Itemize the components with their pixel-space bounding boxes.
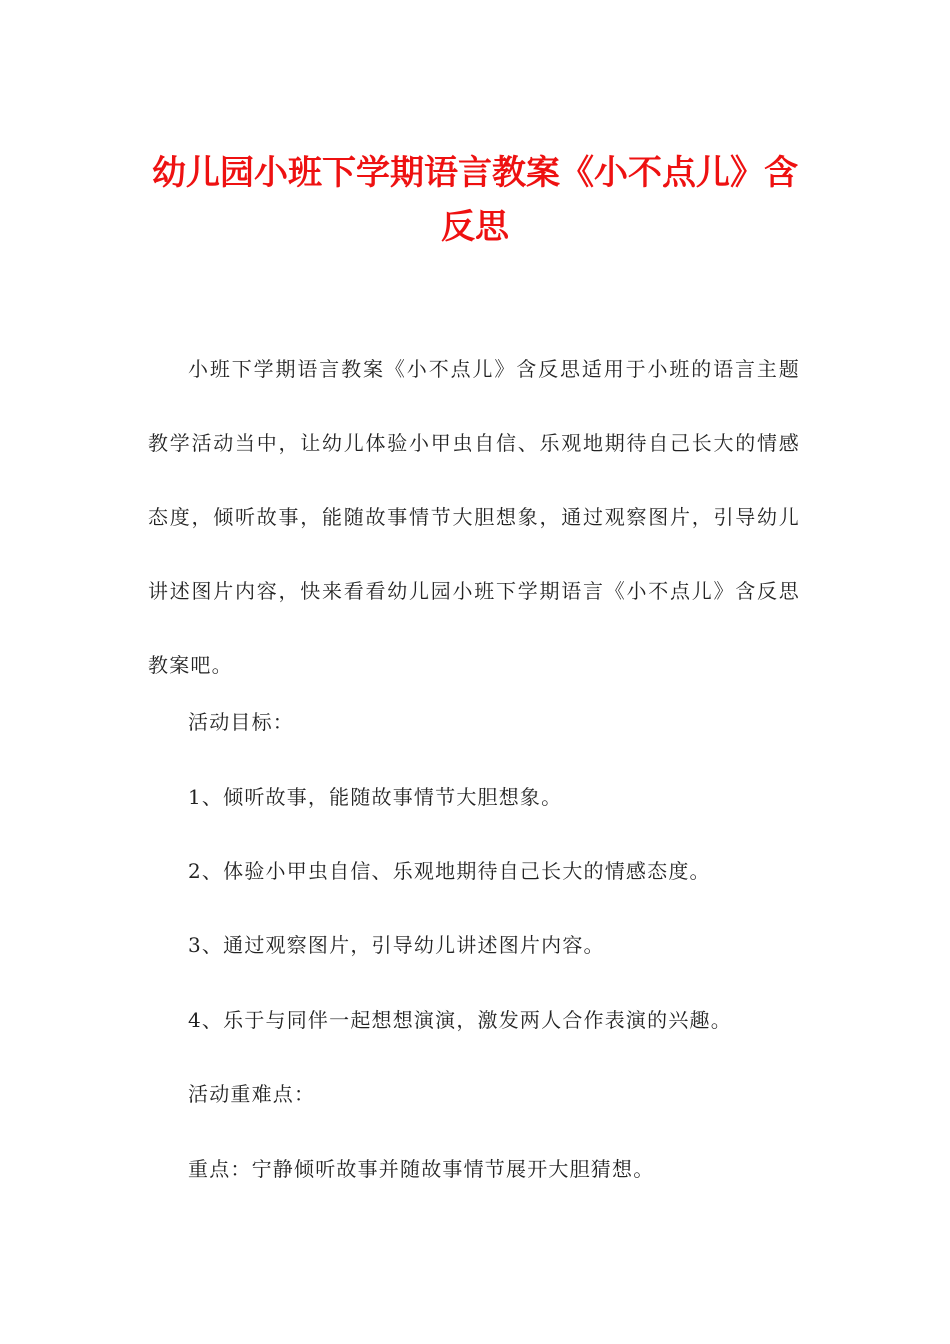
objective-item-1: 1、倾听故事，能随故事情节大胆想象。 <box>188 785 563 809</box>
document-title: 幼儿园小班下学期语言教案《小不点儿》含反思 <box>152 153 798 247</box>
objective-item-3: 3、通过观察图片，引导幼儿讲述图片内容。 <box>188 933 605 957</box>
intro-paragraph: 小班下学期语言教案《小不点儿》含反思适用于小班的语言主题教学活动当中，让幼儿体验小甲虫自信、乐观地期待自己长大的情感态度，倾听故事，能随故事情节大胆想象，通过观察图片，引导幼儿讲述图片内容，快来看看幼儿园小班下学期语言《小不点儿》含反思教案吧。 <box>148 357 800 677</box>
section-heading-key-points: 活动重难点： <box>188 1082 316 1106</box>
section-heading-objectives: 活动目标： <box>188 710 294 734</box>
key-point-item: 重点：宁静倾听故事并随故事情节展开大胆猜想。 <box>188 1157 655 1181</box>
objective-item-4: 4、乐于与同伴一起想想演演，激发两人合作表演的兴趣。 <box>188 1008 732 1032</box>
objective-item-2: 2、体验小甲虫自信、乐观地期待自己长大的情感态度。 <box>188 859 711 883</box>
